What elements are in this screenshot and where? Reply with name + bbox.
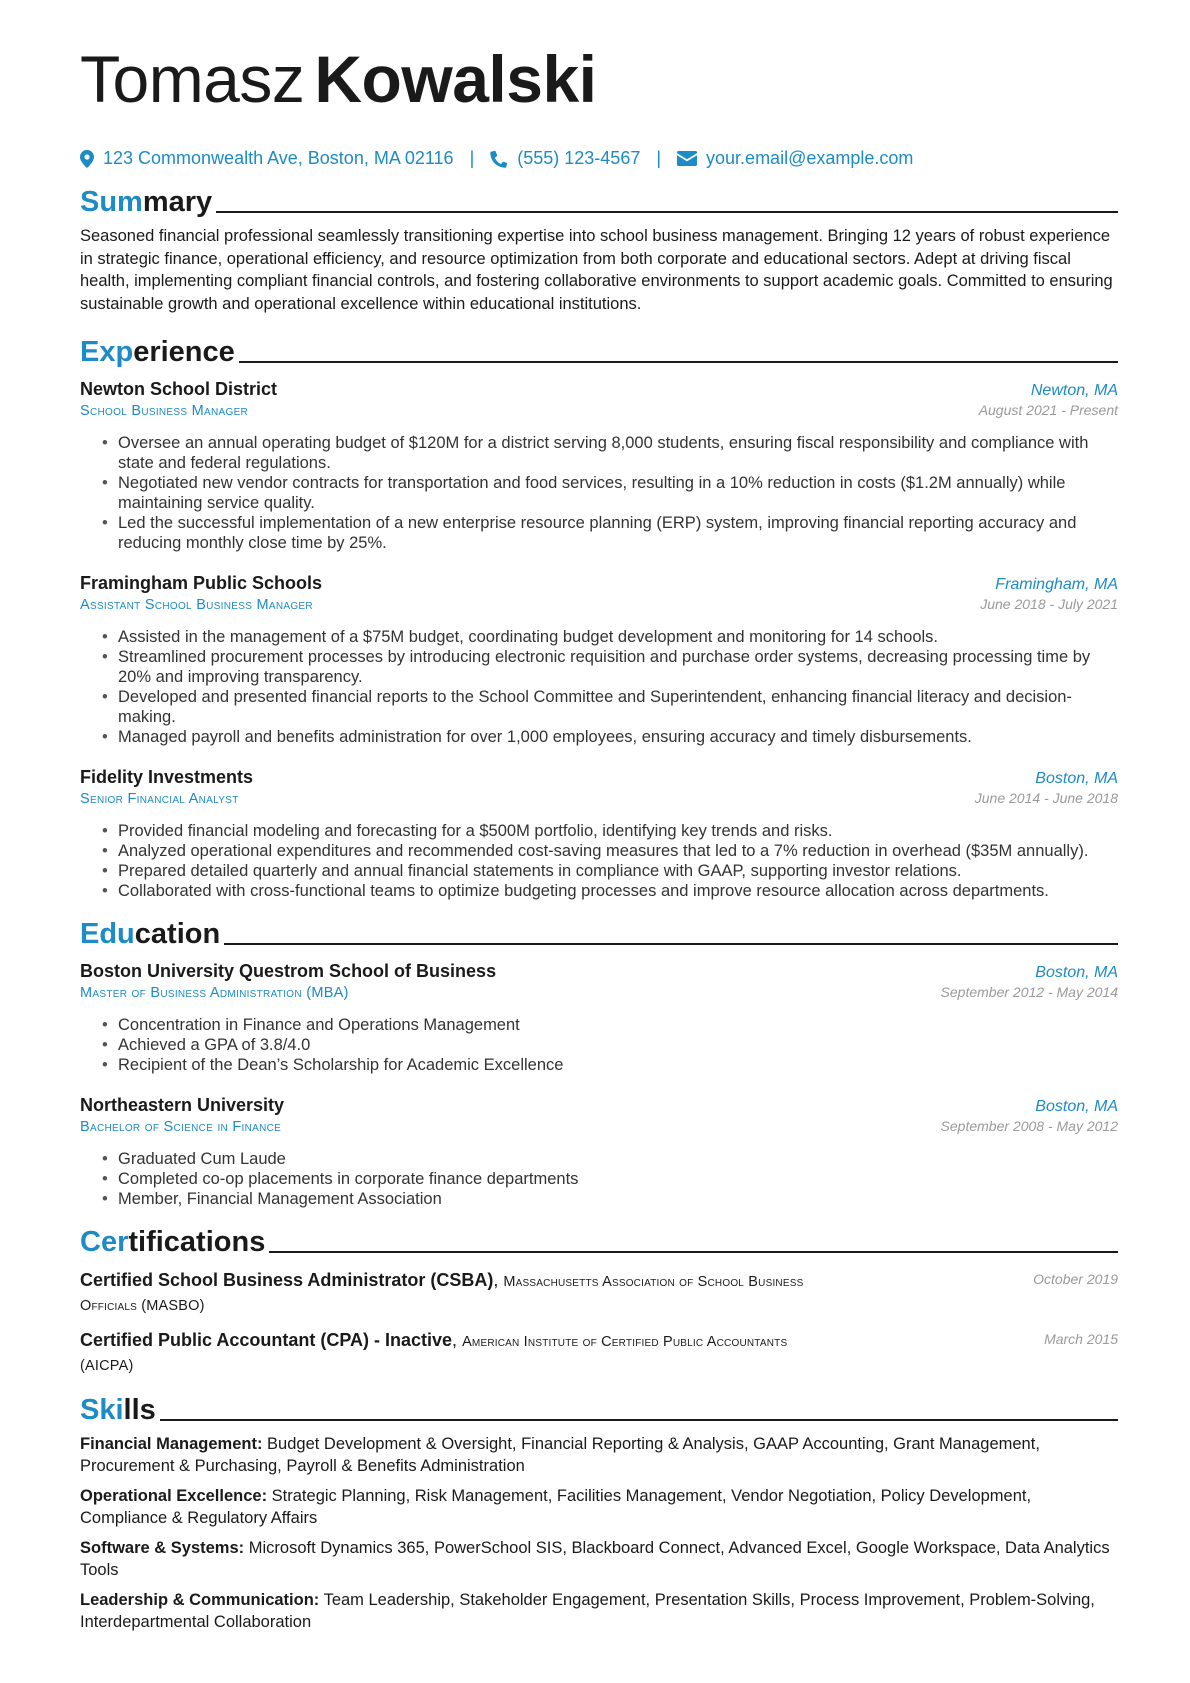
school-location: Boston, MA (1035, 964, 1118, 981)
skill-group (80, 1433, 1118, 1477)
summary-text: Seasoned financial professional seamlessly transitioning expertise into school business management. Bringing 12 years of robust experience in strategic finance, operational efficiency, and resource optimization from both corporate and educational sectors. Adept at driving fiscal health, implementing compliant financial controls, and fostering collaborative environments to support academic goals. Committed to ensuring sustainable growth and operational excellence within educational institutions. (80, 227, 1113, 313)
list-item: • Member, Financial Management Association (118, 1189, 1118, 1209)
heading-rule (160, 1419, 1118, 1421)
school-name: Northeastern University (80, 1095, 285, 1115)
skill-group (80, 1589, 1118, 1633)
job-title: Senior Financial Analyst (80, 791, 239, 807)
job-title: School Business Manager (80, 403, 249, 419)
skill-list: Microsoft Dynamics 365, PowerSchool SIS, Blackboard Connect, Advanced Excel, Google Workspace, Data Analytics Tools (80, 1539, 1110, 1579)
list-item: • Provided financial modeling and forecasting for a $500M portfolio, identifying key trends and risks. (118, 821, 1118, 841)
heading-rule (216, 211, 1118, 213)
list-item: • Prepared detailed quarterly and annual financial statements in compliance with GAAP, supporting investor relations. (118, 861, 1118, 881)
email-item[interactable] (677, 148, 913, 169)
study-dates: September 2008 - May 2012 (940, 1118, 1118, 1134)
skill-group (80, 1537, 1118, 1581)
address-item (80, 148, 454, 169)
skill-category: Operational Excellence: (80, 1487, 268, 1505)
job-dates: June 2018 - July 2021 (980, 596, 1118, 612)
school-name: Boston University Questrom School of Business (80, 961, 497, 981)
certification-title: Certified School Business Administrator (CSBA) (80, 1270, 494, 1290)
list-item: • Completed co-op placements in corporate finance departments (118, 1169, 1118, 1189)
employer-name: Fidelity Investments (80, 767, 254, 787)
contact-bar (80, 148, 1118, 169)
heading-accent: Edu (80, 918, 135, 950)
heading-rest: cation (134, 918, 221, 950)
achievement-list (80, 627, 1118, 747)
list-item: • Managed payroll and benefits administration for over 1,000 employees, ensuring accuracy and timely disbursements. (118, 727, 1118, 747)
list-item: • Streamlined procurement processes by introducing electronic requisition and purchase order systems, decreasing processing time by 20% and improving transparency. (118, 647, 1118, 687)
contact-separator: | (469, 148, 475, 168)
job-location: Framingham, MA (995, 576, 1118, 593)
job-title: Assistant School Business Manager (80, 597, 313, 613)
experience-entry (80, 767, 1118, 901)
summary-heading (80, 179, 1118, 217)
skill-category: Leadership & Communication: (80, 1591, 320, 1609)
heading-rest: lls (123, 1394, 156, 1426)
phone-icon (490, 150, 508, 168)
list-item: • Achieved a GPA of 3.8/4.0 (118, 1035, 1118, 1055)
skill-category: Software & Systems: (80, 1539, 245, 1557)
list-item: • Led the successful implementation of a new enterprise resource planning (ERP) system, improving financial reporting accuracy and reducing monthly close time by 25%. (118, 513, 1118, 553)
heading-rest: tifications (128, 1226, 266, 1258)
email-text: your.email@example.com (706, 148, 914, 168)
list-item: • Concentration in Finance and Operations Management (118, 1015, 1118, 1035)
skill-list: Team Leadership, Stakeholder Engagement, Presentation Skills, Process Improvement, Problem-Solving, Interdepartmental Collaboration (80, 1591, 1095, 1631)
education-entry (80, 1095, 1118, 1209)
degree-name: Master of Business Administration (MBA) (80, 985, 349, 1001)
skill-category: Financial Management: (80, 1435, 263, 1453)
experience-entry (80, 573, 1118, 747)
job-dates: June 2014 - June 2018 (974, 790, 1118, 806)
skill-list: Budget Development & Oversight, Financial Reporting & Analysis, GAAP Accounting, Grant Management, Procurement & Purchasing, Payroll & Benefits Administration (80, 1435, 1040, 1475)
job-dates: August 2021 - Present (978, 402, 1118, 418)
map-marker-icon (80, 150, 94, 168)
list-item: • Negotiated new vendor contracts for transportation and food services, resulting in a 10% reduction in costs ($1.2M annually) while maintaining service quality. (118, 473, 1118, 513)
list-item: • Assisted in the management of a $75M budget, coordinating budget development and monitoring for 14 schools. (118, 627, 1118, 647)
phone-text: (555) 123-4567 (517, 148, 641, 168)
certification-entry: Certified Public Accountant (CPA) - Inactive, American Institute of Certified Public Accountants (AICPA) March 2015 (80, 1329, 1118, 1377)
certification-issuer: Massachusetts Association of School Business Officials (MASBO) (80, 1274, 804, 1314)
heading-rest: mary (142, 186, 213, 218)
achievement-list (80, 433, 1118, 553)
degree-name: Bachelor of Science in Finance (80, 1119, 282, 1135)
heading-accent: Cer (80, 1226, 129, 1258)
first-name: Tomasz (80, 42, 305, 116)
experience-entry (80, 379, 1118, 553)
education-details (80, 1015, 1118, 1075)
certification-entry: Certified School Business Administrator (CSBA), Massachusetts Association of School Business Officials (MASBO) October 2019 (80, 1269, 1118, 1317)
heading-rule (224, 943, 1118, 945)
heading-accent: Sum (80, 186, 143, 218)
heading-rest: erience (133, 336, 235, 368)
school-location: Boston, MA (1035, 1098, 1118, 1115)
education-entry (80, 961, 1118, 1075)
list-item: • Graduated Cum Laude (118, 1149, 1118, 1169)
skills-heading (80, 1387, 1118, 1425)
certification-date: October 2019 (1033, 1271, 1118, 1287)
heading-rule (239, 361, 1118, 363)
job-location: Newton, MA (1030, 382, 1118, 399)
education-details (80, 1149, 1118, 1209)
certification-title: Certified Public Accountant (CPA) - Inactive (80, 1330, 453, 1350)
list-item: • Developed and presented financial reports to the School Committee and Superintendent, enhancing financial literacy and decision-making. (118, 687, 1118, 727)
certification-date: March 2015 (1044, 1331, 1118, 1347)
heading-accent: Exp (80, 336, 134, 368)
phone-item[interactable] (490, 148, 640, 169)
certification-issuer: American Institute of Certified Public Accountants (AICPA) (80, 1334, 788, 1374)
experience-heading (80, 329, 1118, 367)
list-item: • Oversee an annual operating budget of $120M for a district serving 8,000 students, ensuring fiscal responsibility and compliance with state and federal regulations. (118, 433, 1118, 473)
heading-rule (269, 1251, 1118, 1253)
last-name: Kowalski (314, 42, 597, 116)
achievement-list (80, 821, 1118, 901)
contact-separator: | (656, 148, 662, 168)
list-item: • Analyzed operational expenditures and recommended cost-saving measures that led to a 7% reduction in overhead ($35M annually). (118, 841, 1118, 861)
list-item: • Collaborated with cross-functional teams to optimize budgeting processes and improve resource allocation across departments. (118, 881, 1118, 901)
employer-name: Framingham Public Schools (80, 573, 323, 593)
address-text: 123 Commonwealth Ave, Boston, MA 02116 (103, 148, 454, 168)
study-dates: September 2012 - May 2014 (940, 984, 1118, 1000)
skill-list: Strategic Planning, Risk Management, Facilities Management, Vendor Negotiation, Policy Development, Compliance & Regulatory Affairs (80, 1487, 1032, 1527)
skill-group (80, 1485, 1118, 1529)
envelope-icon (677, 151, 697, 166)
certifications-heading (80, 1219, 1118, 1257)
heading-accent: Ski (80, 1394, 124, 1426)
job-location: Boston, MA (1035, 770, 1118, 787)
employer-name: Newton School District (80, 379, 278, 399)
list-item: • Recipient of the Dean’s Scholarship for Academic Excellence (118, 1055, 1118, 1075)
education-heading (80, 911, 1118, 949)
applicant-name (80, 42, 1118, 122)
